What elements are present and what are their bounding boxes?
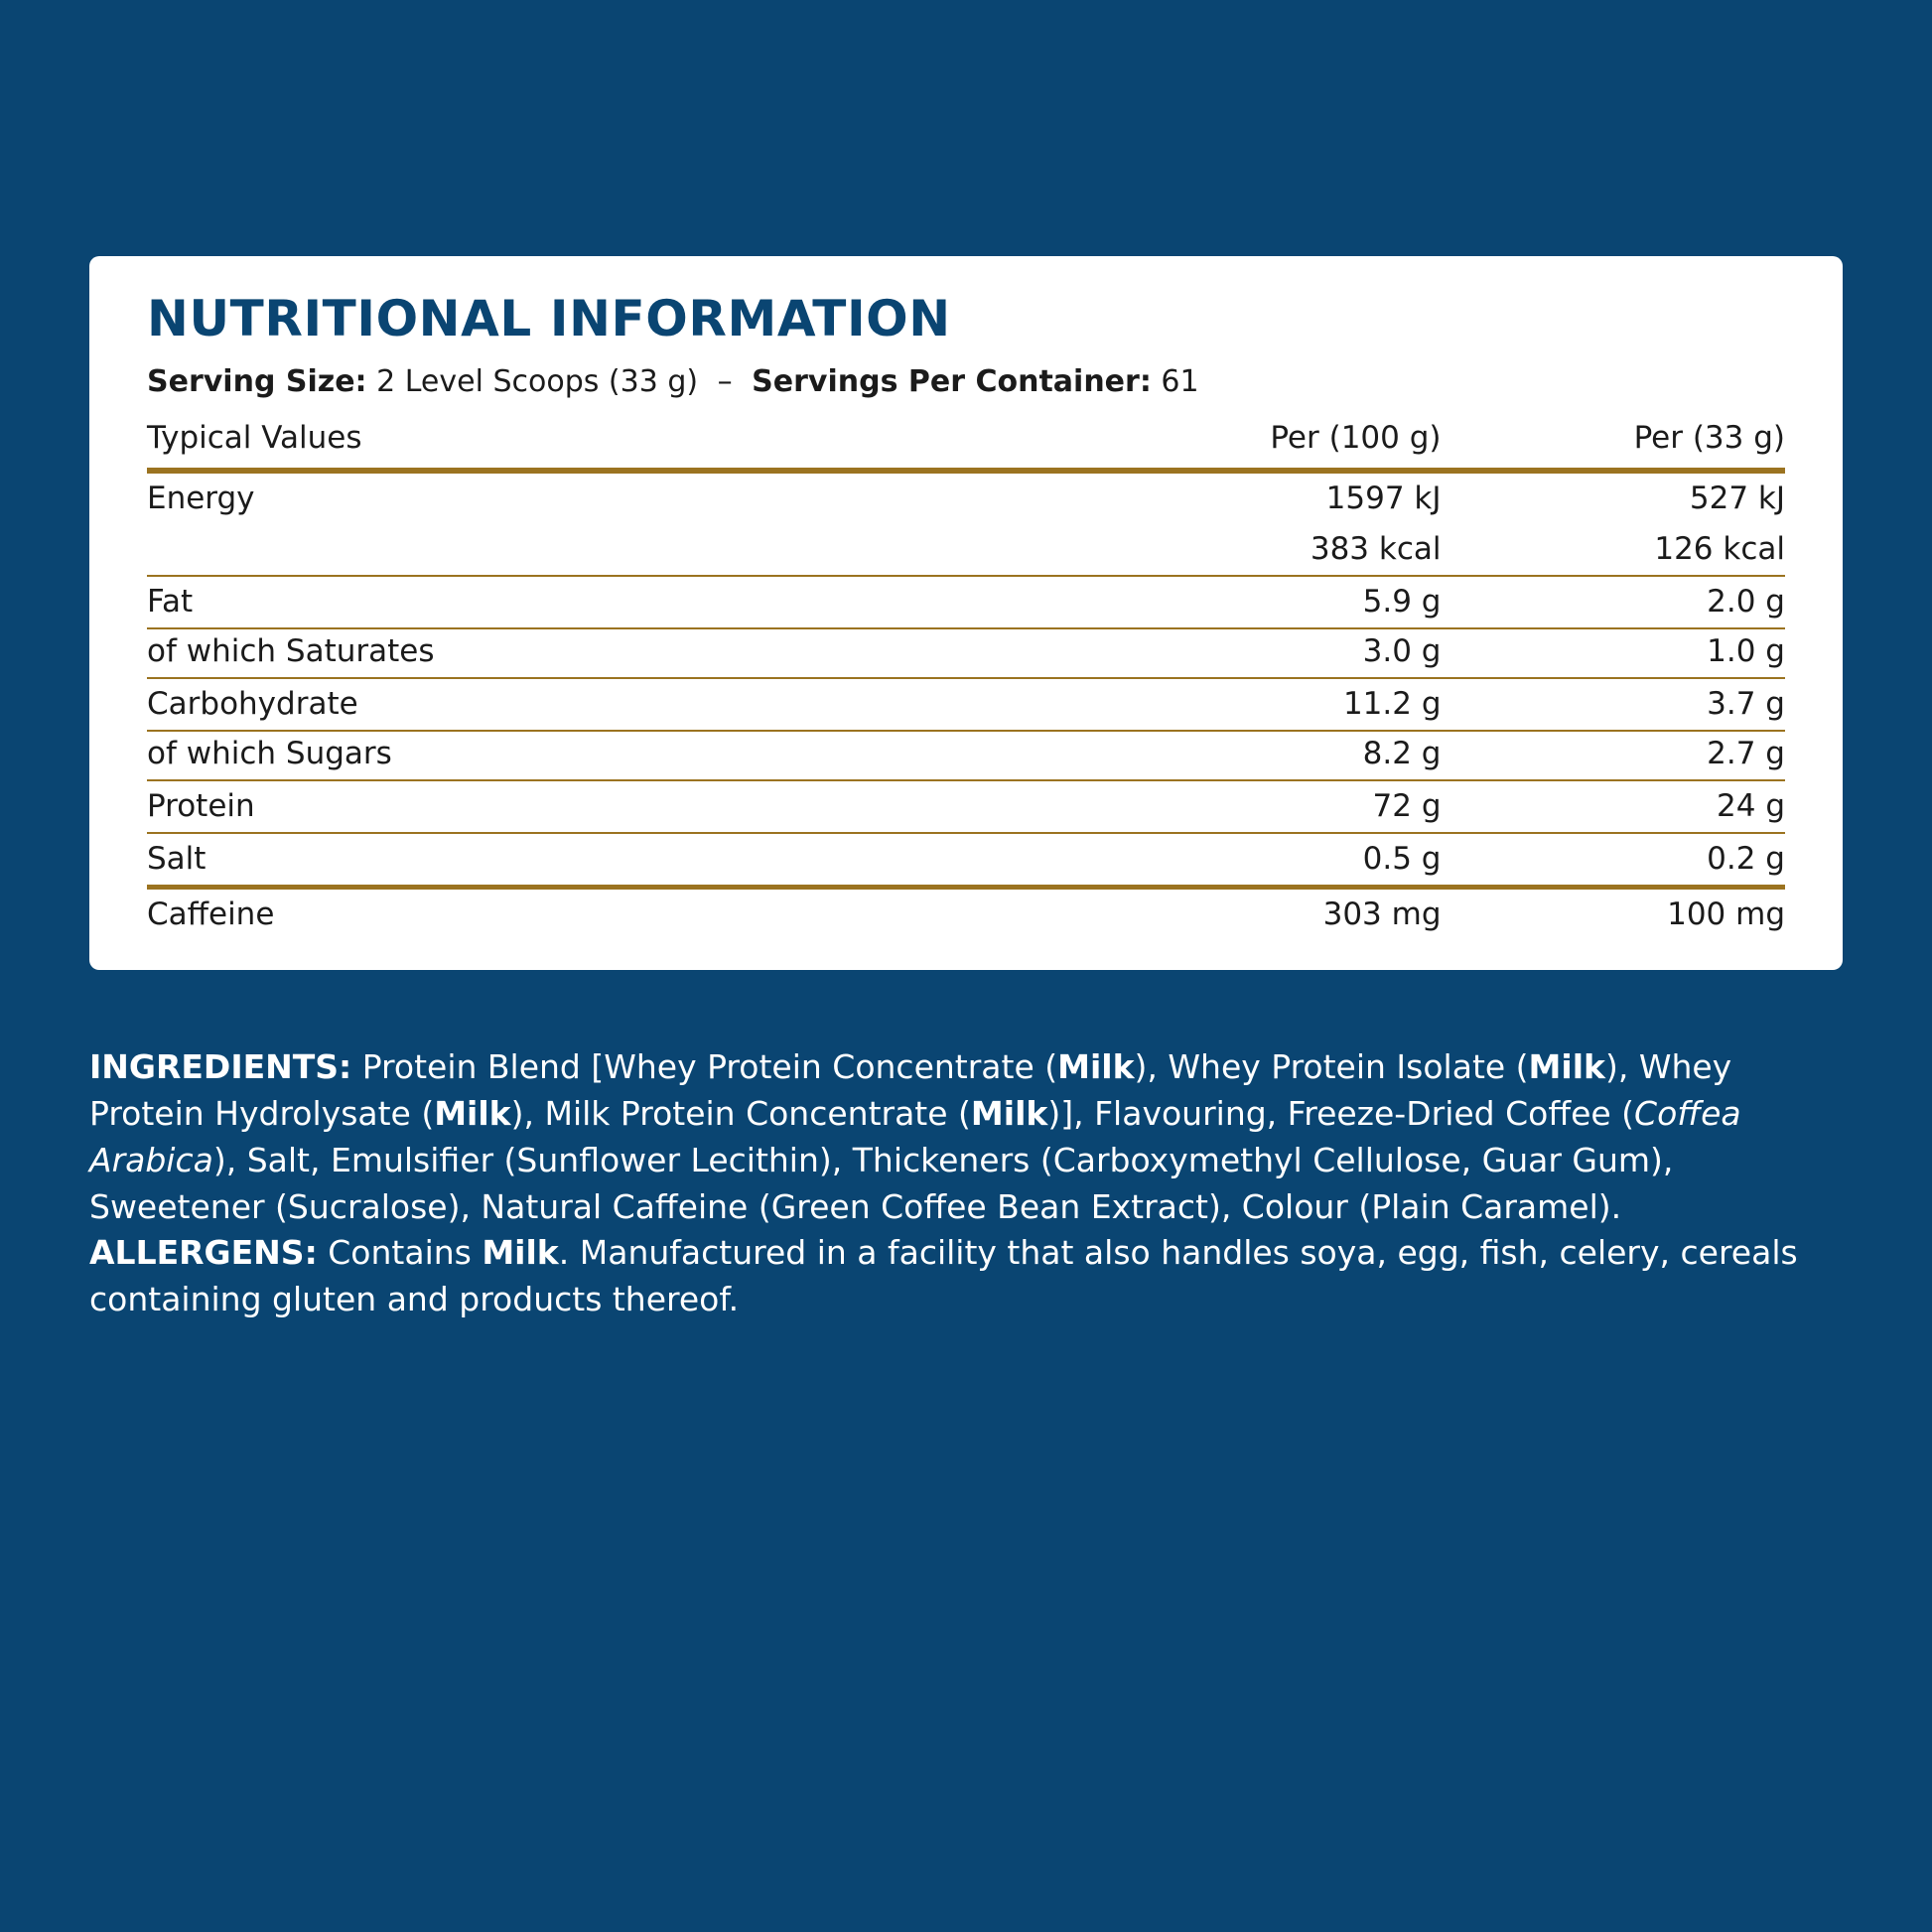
serving-info: [147, 364, 1805, 399]
row-label: Fat: [147, 576, 1032, 628]
nutrition-table: [147, 413, 1785, 940]
row-label: of which Saturates: [147, 628, 1032, 678]
row-value-per-100g: 0.5 g: [1032, 833, 1442, 888]
row-value-per-serving: 3.7 g: [1442, 678, 1786, 731]
nutritional-information-panel: [89, 256, 1843, 970]
servings-per-container-value: 61: [1161, 364, 1199, 399]
table-row: [147, 888, 1785, 941]
row-label: Protein: [147, 780, 1032, 833]
ingredients-body-1: Protein Blend [Whey Protein Concentrate (: [351, 1047, 1058, 1086]
row-value-per-serving: 2.7 g: [1442, 731, 1786, 780]
row-value-per-100g: 5.9 g: [1032, 576, 1442, 628]
allergen-milk-4: Milk: [970, 1093, 1048, 1133]
allergens-body-1: Contains: [317, 1233, 483, 1273]
ingredients-body-2: ), Whey Protein Isolate (: [1134, 1047, 1529, 1086]
column-header-typical-values: Typical Values: [147, 413, 1032, 471]
ingredients-body-6: ), Salt, Emulsifier (Sunflower Lecithin), Thickeners (Carboxymethyl Cellulose, Guar Gum), Sweetener (Sucralose), Natural Caffeine (Green Coffee Bean Extract), Colour (Plain Caramel).: [89, 1140, 1674, 1226]
table-row: [147, 678, 1785, 731]
row-value-per-100g: 303 mg: [1322, 897, 1442, 932]
row-value-per-100g: 3.0 g: [1032, 628, 1442, 678]
serving-size-value: 2 Level Scoops (33 g): [376, 364, 699, 399]
allergen-milk-3: Milk: [434, 1093, 511, 1133]
row-value-per-100g: 383 kcal: [1032, 524, 1442, 576]
row-value-per-serving: 1.0 g: [1442, 628, 1786, 678]
row-value-per-100g: 11.2 g: [1032, 678, 1442, 731]
row-label: [147, 524, 1032, 576]
column-header-per-100g: Per (100 g): [1032, 413, 1442, 471]
allergens-heading: ALLERGENS:: [89, 1233, 318, 1273]
row-label: Carbohydrate: [147, 678, 1032, 731]
allergens-body-2: . Manufactured in a facility that also handles soya, egg, fish, celery, cereals containing gluten and products thereof.: [89, 1233, 1798, 1319]
row-value-per-100g: 1597 kJ: [1325, 481, 1442, 516]
table-row: [147, 628, 1785, 678]
table-row: [147, 524, 1785, 576]
table-header-row: [147, 413, 1785, 471]
row-value-per-100g: 72 g: [1032, 780, 1442, 833]
ingredients-body-5: )], Flavouring, Freeze-Dried Coffee (: [1047, 1093, 1635, 1133]
row-label: Energy: [147, 481, 255, 516]
latin-name-coffea-arabica: Coffea Arabica: [89, 1093, 1741, 1179]
servings-per-container-label: Servings Per Container:: [752, 364, 1152, 399]
table-row: [147, 833, 1785, 888]
table-row: [147, 576, 1785, 628]
row-value-per-serving: 2.0 g: [1442, 576, 1786, 628]
column-header-per-serving: Per (33 g): [1442, 413, 1786, 471]
row-value-per-100g: 8.2 g: [1032, 731, 1442, 780]
row-value-per-serving: 24 g: [1442, 780, 1786, 833]
serving-size-label: Serving Size:: [147, 364, 367, 399]
ingredients-paragraph: [89, 1044, 1847, 1323]
row-value-per-serving: 126 kcal: [1442, 524, 1786, 576]
table-row: [147, 780, 1785, 833]
row-label: Caffeine: [147, 897, 275, 932]
allergen-milk-2: Milk: [1528, 1047, 1605, 1086]
row-label: Salt: [147, 833, 1032, 888]
row-value-per-serving: 527 kJ: [1689, 481, 1785, 516]
ingredients-body-4: ), Milk Protein Concentrate (: [510, 1093, 971, 1133]
allergen-milk-1: Milk: [1057, 1047, 1135, 1086]
ingredients-body-3: ), Whey Protein Hydrolysate (: [89, 1047, 1732, 1133]
allergens-milk: Milk: [482, 1233, 559, 1273]
serving-separator: –: [717, 364, 733, 399]
row-value-per-serving: 100 mg: [1667, 897, 1785, 932]
row-value-per-serving: 0.2 g: [1442, 833, 1786, 888]
ingredients-heading: INGREDIENTS:: [89, 1047, 352, 1086]
table-row: [147, 731, 1785, 780]
row-label: of which Sugars: [147, 731, 1032, 780]
page-title: NUTRITIONAL INFORMATION: [147, 290, 951, 347]
table-row: [147, 471, 1785, 524]
